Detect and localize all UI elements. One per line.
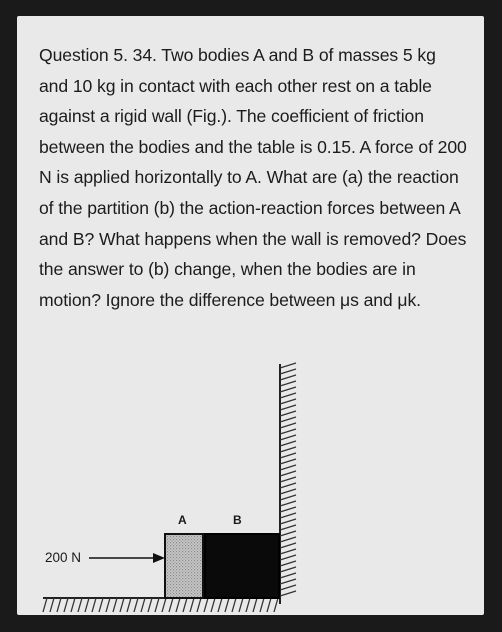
floor [43, 598, 279, 612]
force-arrow [89, 553, 165, 563]
label-a: A [178, 513, 187, 527]
force-label: 200 N [45, 550, 82, 565]
question-card [17, 16, 484, 615]
wall [280, 363, 296, 604]
physics-figure [17, 356, 484, 615]
block-b [205, 534, 279, 598]
label-b: B [233, 513, 242, 527]
block-a [165, 534, 203, 598]
question-text: Question 5. 34. Two bodies A and B of masses 5 kg and 10 kg in contact with each other rest on a table against a rigid wall (Fig.). The coefficient of friction between the bodies and the table is 0.15. A force of 200 N is applied horizontally to A. What are (a) the reaction of the partition (b) the action-reaction forces between A and B? What happens when the wall is removed? Does the answer to (b) change, when the bodies are in motion? Ignore the difference between μs and μk. [39, 45, 467, 310]
